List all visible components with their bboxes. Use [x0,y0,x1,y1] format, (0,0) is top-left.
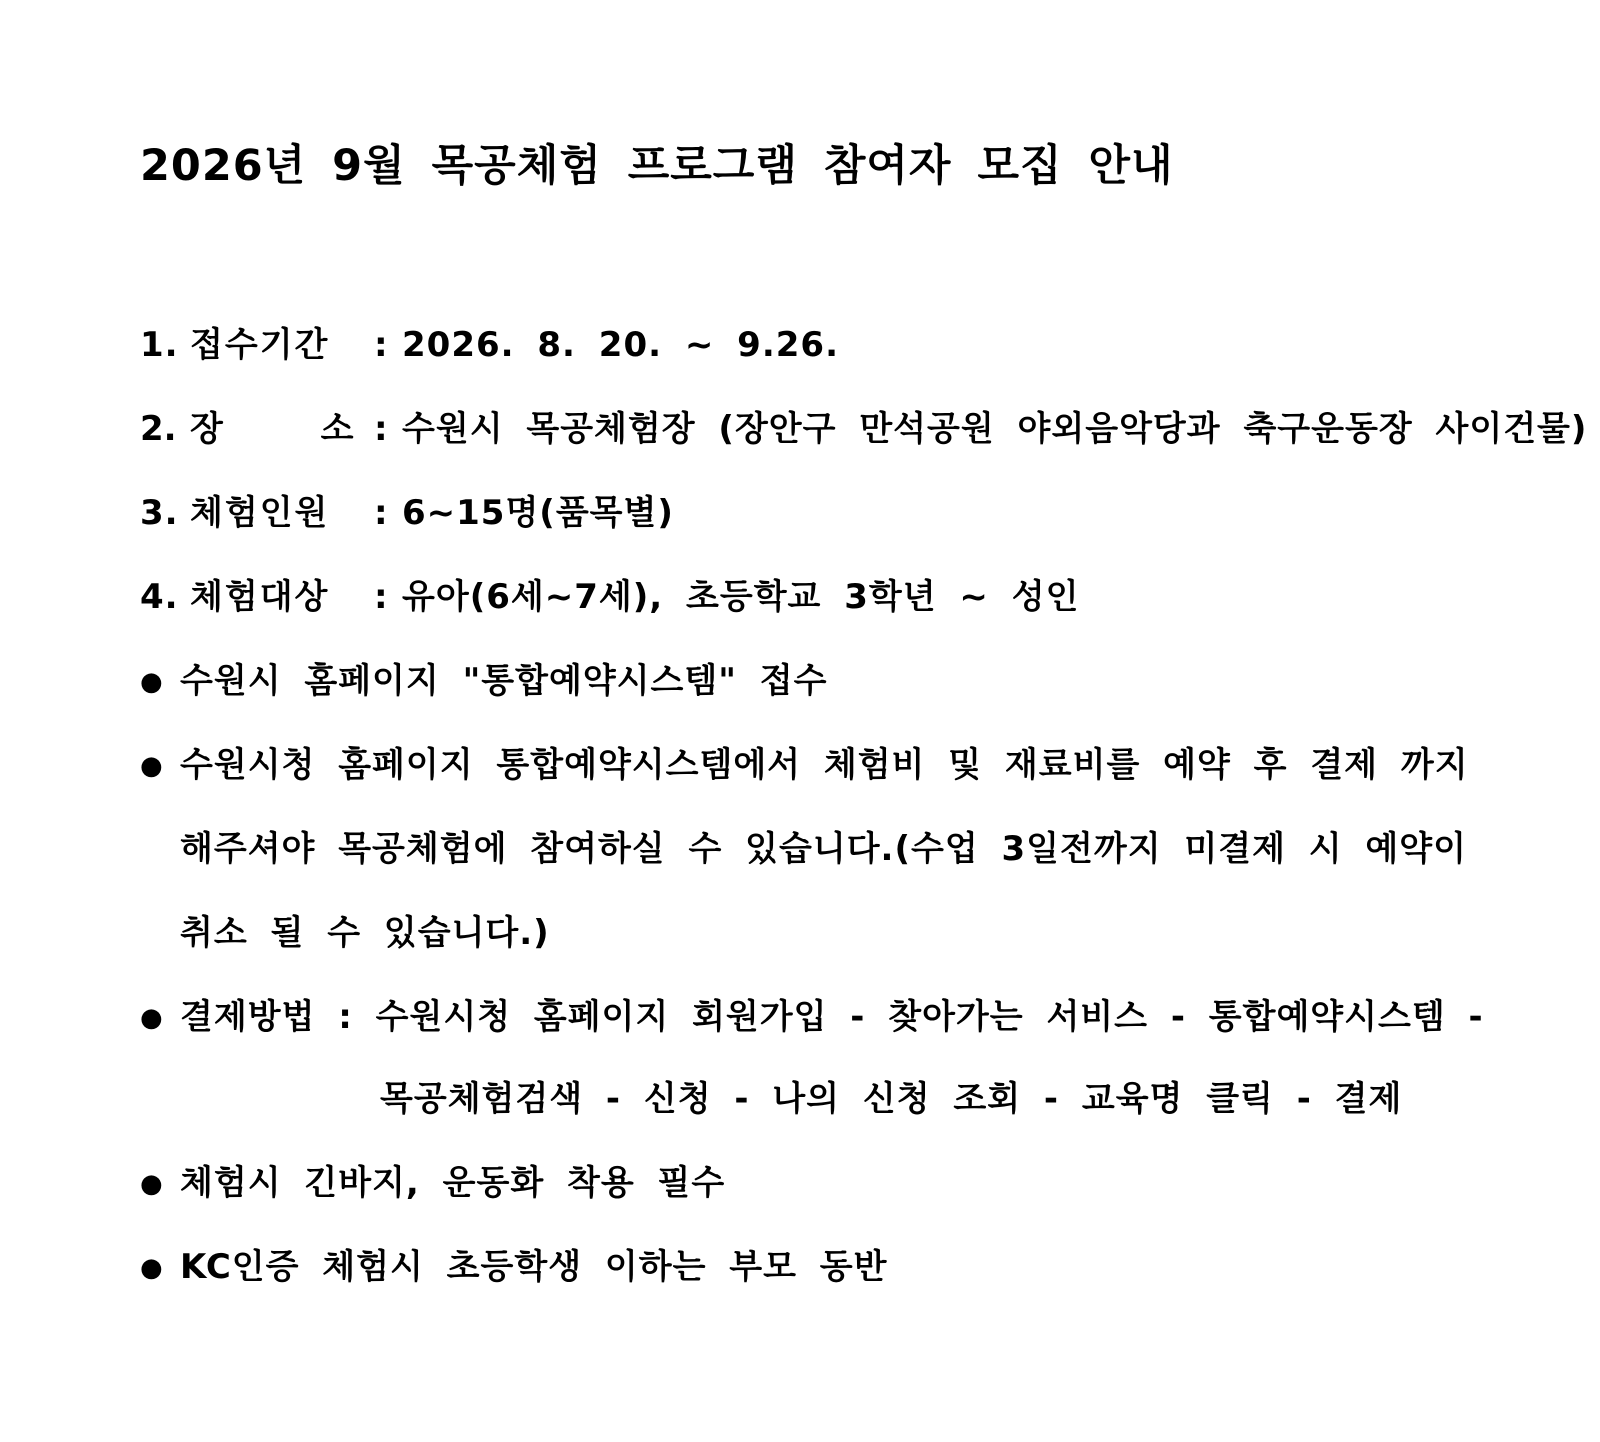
item-number: 4. [140,577,179,617]
item-reception-period [140,322,839,368]
note-payment [140,742,1469,789]
item-number: 3. [140,493,179,533]
bullet-icon: ● [140,751,164,781]
item-colon: : [374,409,388,449]
bullet-icon: ● [140,1253,164,1283]
note-clothing [140,1160,725,1207]
note-text: 수원시청 홈페이지 통합예약시스템에서 체험비 및 재료비를 예약 후 결제 까지 [180,745,1469,785]
bullet-icon: ● [140,667,164,697]
item-colon: : [374,577,389,617]
page-title: 2026년 9월 목공체험 프로그램 참여자 모집 안내 [140,141,1174,191]
note-payment-line2: 해주셔야 목공체험에 참여하실 수 있습니다.(수업 3일전까지 미결제 시 예약이 [180,829,1467,869]
item-value: 6~15명(품목별) [402,493,674,533]
method-label: 결제방법 : [180,997,353,1037]
item-location [140,406,1587,452]
item-colon: : [374,325,389,365]
note-text: 수원시 홈페이지 "통합예약시스템" 접수 [180,661,828,701]
item-value: 유아(6세~7세), 초등학교 3학년 ~ 성인 [402,577,1080,617]
bullet-icon: ● [140,1003,164,1033]
method-steps-line2: 목공체험검색 - 신청 - 나의 신청 조회 - 교육명 클릭 - 결제 [380,1079,1403,1119]
item-value: 수원시 목공체험장 (장안구 만석공원 야외음악당과 축구운동장 사이건물) [402,409,1588,449]
item-colon: : [374,493,389,533]
note-kc [140,1244,887,1291]
note-payment-method [140,994,1484,1041]
item-label: 접수기간 [190,325,330,365]
method-steps: 수원시청 홈페이지 회원가입 - 찾아가는 서비스 - 통합예약시스템 - [375,997,1484,1037]
item-number: 2. [140,409,177,449]
note-reception [140,658,827,705]
note-payment-line3: 취소 될 수 있습니다.) [180,913,550,953]
item-capacity [140,490,674,536]
item-value: 2026. 8. 20. ~ 9.26. [402,325,839,365]
note-text: KC인증 체험시 초등학생 이하는 부모 동반 [180,1247,888,1287]
item-label: 체험인원 [190,493,330,533]
note-text: 체험시 긴바지, 운동화 착용 필수 [180,1163,726,1203]
item-label: 체험대상 [190,577,330,617]
item-label: 장 소 [190,409,354,449]
item-target [140,574,1079,620]
item-number: 1. [140,325,179,365]
bullet-icon: ● [140,1169,164,1199]
